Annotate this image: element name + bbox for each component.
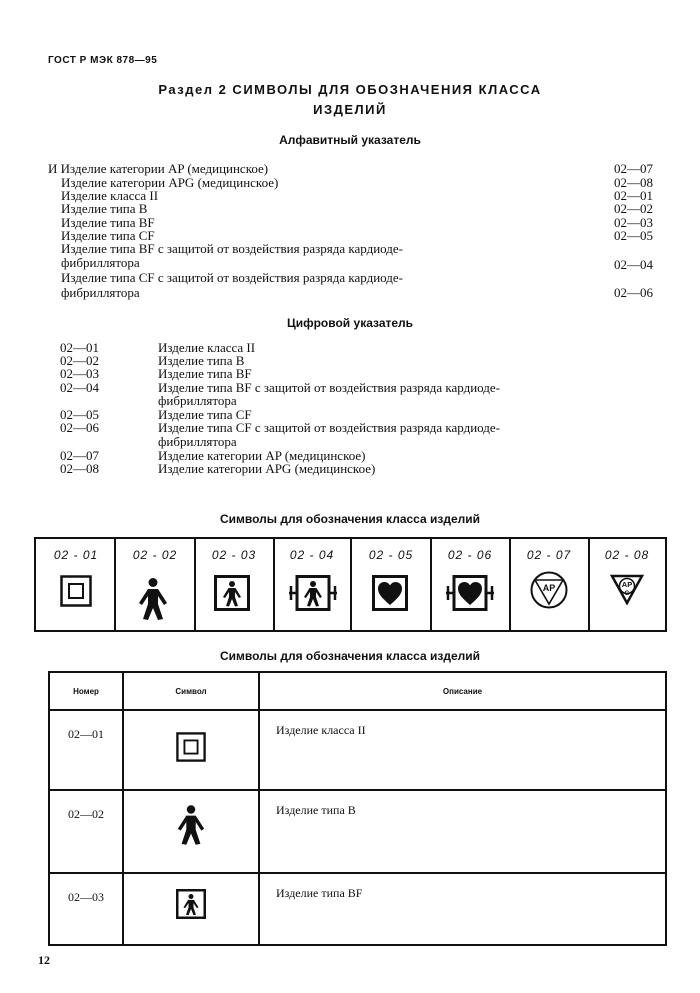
- ap-label: AP: [542, 583, 556, 593]
- alpha-item-text: фибриллятора: [61, 255, 140, 270]
- alpha-item-code: 02—02: [614, 201, 653, 216]
- alpha-item-text: Изделие типа B: [61, 201, 148, 216]
- row-description: Изделие типа BF: [259, 873, 666, 945]
- num-item-code: 02—05: [60, 407, 99, 422]
- num-item-text: фибриллятора: [158, 434, 237, 449]
- alpha-item-code: 02—07: [614, 161, 653, 176]
- symbols-strip: [34, 537, 667, 632]
- alphabetical-index-title: Алфавитный указатель: [279, 133, 421, 147]
- strip-code: 02 - 01: [53, 548, 99, 562]
- defibrillation-proof-bf-icon: [289, 575, 337, 611]
- row-number: 02—01: [49, 710, 123, 790]
- heart-in-square-icon: [372, 575, 408, 611]
- num-item-text: Изделие класса II: [158, 340, 256, 355]
- person-in-square-icon: [176, 889, 206, 919]
- section-title-line2: ИЗДЕЛИЙ: [313, 102, 387, 117]
- num-item-text: Изделие категории APG (медицинское): [158, 461, 376, 476]
- strip-code: 02 - 05: [368, 548, 414, 562]
- num-item-code: 02—03: [60, 366, 99, 381]
- symbols-table: [48, 671, 667, 946]
- num-item-text: Изделие типа BF: [158, 366, 252, 381]
- table-row: [49, 873, 666, 945]
- strip-code: 02 - 02: [132, 548, 178, 562]
- alpha-item-text: фибриллятора: [61, 285, 140, 300]
- alpha-item-text: Изделие типа CF: [61, 228, 155, 243]
- num-item-text: Изделие типа CF: [158, 407, 252, 422]
- num-item-code: 02—04: [60, 380, 99, 395]
- alpha-item-code: 02—04: [614, 257, 653, 272]
- ap-category-icon: [530, 571, 568, 609]
- person-icon: [175, 804, 207, 846]
- numerical-index-title: Цифровой указатель: [286, 316, 414, 330]
- row-number: 02—02: [49, 790, 123, 873]
- alpha-item-text: И Изделие категории AP (медицинское): [48, 161, 269, 176]
- row-symbol-cell: [123, 873, 259, 945]
- num-item-text: Изделие категории AP (медицинское): [158, 448, 366, 463]
- alpha-item-code: 02—03: [614, 215, 653, 230]
- strip-code: 02 - 08: [604, 548, 650, 562]
- row-symbol-cell: [123, 710, 259, 790]
- strip-code: 02 - 03: [211, 548, 257, 562]
- table-row: [49, 790, 666, 873]
- apg-label-bottom: G: [624, 590, 630, 597]
- symbols-strip-title: Символы для обозначения класса изделий: [219, 512, 480, 526]
- page-number: 12: [38, 953, 50, 967]
- alpha-item-text: Изделие класса II: [61, 188, 159, 203]
- num-item-code: 02—06: [60, 420, 99, 435]
- alpha-item-code: 02—08: [614, 175, 653, 190]
- alpha-item-code: 02—01: [614, 188, 653, 203]
- alpha-item-code: 02—06: [614, 285, 653, 300]
- row-description: Изделие типа B: [259, 790, 666, 873]
- alpha-item-text: Изделие типа CF с защитой от воздействия разряда кардиоде-: [61, 270, 403, 285]
- apg-label-top: AP: [621, 580, 633, 589]
- document-header: ГОСТ Р МЭК 878—95: [48, 55, 158, 66]
- num-item-text: Изделие типа B: [158, 353, 245, 368]
- alpha-item-text: Изделие типа BF с защитой от воздействия разряда кардиоде-: [61, 241, 403, 256]
- num-item-code: 02—02: [60, 353, 99, 368]
- table-header-row: [49, 672, 666, 710]
- section-title-line1: Раздел 2 СИМВОЛЫ ДЛЯ ОБОЗНАЧЕНИЯ КЛАССА: [158, 82, 542, 97]
- alpha-item-text: Изделие категории APG (медицинское): [61, 175, 279, 190]
- alpha-item-code: 02—05: [614, 228, 653, 243]
- strip-code: 02 - 06: [447, 548, 493, 562]
- class-ii-icon: [176, 732, 206, 762]
- table-title: Символы для обозначения класса изделий: [219, 649, 480, 663]
- header-description: Описание: [259, 672, 666, 710]
- num-item-text: Изделие типа BF с защитой от воздействия разряда кардиоде-: [158, 380, 500, 395]
- num-item-code: 02—08: [60, 461, 99, 476]
- num-item-text: фибриллятора: [158, 393, 237, 408]
- num-item-code: 02—01: [60, 340, 99, 355]
- num-item-text: Изделие типа CF с защитой от воздействия разряда кардиоде-: [158, 420, 500, 435]
- person-icon: [136, 577, 170, 621]
- class-ii-icon: [60, 575, 92, 607]
- defibrillation-proof-cf-icon: [446, 575, 494, 611]
- alpha-item-text: Изделие типа BF: [61, 215, 155, 230]
- row-number: 02—03: [49, 873, 123, 945]
- num-item-code: 02—07: [60, 448, 99, 463]
- apg-category-icon: [610, 573, 644, 605]
- section-title: [0, 80, 700, 120]
- person-in-square-icon: [214, 575, 250, 611]
- row-symbol-cell: [123, 790, 259, 873]
- strip-code: 02 - 04: [289, 548, 335, 562]
- header-number: Номер: [49, 672, 123, 710]
- table-row: [49, 710, 666, 790]
- header-symbol: Символ: [123, 672, 259, 710]
- strip-code: 02 - 07: [526, 548, 572, 562]
- row-description: Изделие класса II: [259, 710, 666, 790]
